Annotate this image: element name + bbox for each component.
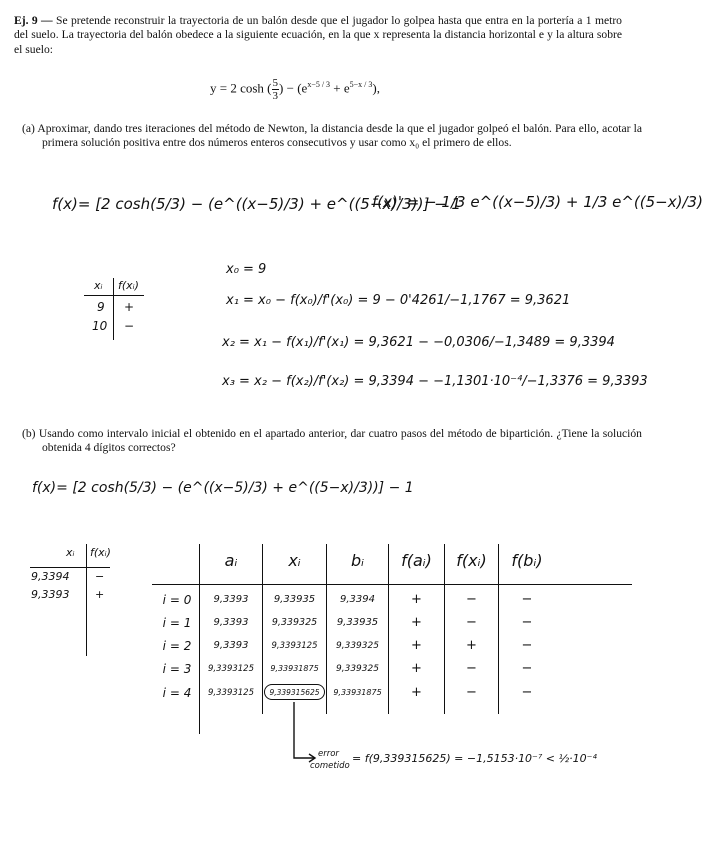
bisection-header-b: bᵢ xyxy=(350,551,364,570)
sign-table-a-hline xyxy=(84,295,144,296)
bisection-row0-fx: − xyxy=(466,592,477,607)
bisection-row2-x: 9,3393125 xyxy=(271,641,318,651)
bisection-row3-a: 9,3393125 xyxy=(208,664,254,674)
bisection-row4-b: 9,33931875 xyxy=(333,688,382,697)
sign-table-a-col-f: f(xᵢ) xyxy=(118,279,139,292)
bisection-header-a: aᵢ xyxy=(224,551,238,570)
bisection-header-line xyxy=(152,584,632,585)
newton-x1: x₁ = x₀ − f(x₀)/f'(x₀) = 9 − 0'4261/−1,1767 = 9,3621 xyxy=(226,293,571,308)
sign-table-a-row1-x: 10 xyxy=(92,319,108,333)
eq-exp1: x−5 / 3 xyxy=(307,80,331,90)
bisection-row1-fb: − xyxy=(521,615,533,630)
bisection-row0-b: 9,3394 xyxy=(340,594,375,605)
eq-minus: − xyxy=(286,80,294,96)
bisection-row2-fx: + xyxy=(466,638,477,653)
part-b-text: Usando como intervalo inicial el obtenido en el apartado anterior, dar cuatro pasos del método de bipartición. ¿Tiene la solución obtenida 4 dígitos correctos? xyxy=(38,427,642,455)
bisection-header-fa: f(aᵢ) xyxy=(401,551,432,570)
bisection-row1-fa: + xyxy=(411,615,422,630)
bisection-header-fx: f(xᵢ) xyxy=(456,551,487,570)
part-a xyxy=(22,122,642,151)
bisection-vline-0 xyxy=(199,544,200,734)
part-b xyxy=(22,427,642,456)
error-label-2: cometido xyxy=(310,761,350,771)
eq-plus: + xyxy=(333,80,341,96)
bisection-row0-x: 9,33935 xyxy=(273,594,316,605)
exercise-statement xyxy=(14,14,622,57)
bisection-row0-i: i = 0 xyxy=(162,593,192,607)
bisection-row4-x-circled: 9,339315625 xyxy=(264,684,325,700)
eq-fraction xyxy=(272,77,280,102)
eq-frac-den: 3 xyxy=(272,90,279,102)
bisection-row3-fx: − xyxy=(466,661,477,676)
sign-table-b-row0-f: − xyxy=(95,570,105,583)
bisection-row4-fa: + xyxy=(411,685,422,700)
bisection-row0-fb: − xyxy=(521,592,533,607)
eq-lhs: y = 2 cosh xyxy=(210,80,264,96)
sign-table-b-col-x: xᵢ xyxy=(66,546,75,559)
bisection-header-x: xᵢ xyxy=(288,551,301,570)
sign-table-b-vline xyxy=(86,544,87,656)
newton-x0: x₀ = 9 xyxy=(226,262,267,277)
bisection-row1-b: 9,33935 xyxy=(336,617,379,628)
bisection-row3-x: 9,33931875 xyxy=(270,664,319,673)
exercise-label: Ej. 9 — xyxy=(14,14,53,27)
bisection-row0-a: 9,3393 xyxy=(213,594,249,605)
part-a-label: (a) xyxy=(22,122,35,135)
eq-tail: , xyxy=(376,80,380,96)
hw-fprime-definition: f(x)' = − 1/3 e^((x−5)/3) + 1/3 e^((5−x)/3) xyxy=(372,193,703,211)
bisection-row2-fa: + xyxy=(411,638,422,653)
part-b-label: (b) xyxy=(22,427,36,440)
eq-exp2: 5−x / 3 xyxy=(349,80,373,90)
bisection-row3-fa: + xyxy=(411,661,422,676)
error-label-1: error xyxy=(318,749,339,759)
bisection-row1-fx: − xyxy=(466,615,477,630)
hw-f-definition-b: f(x)= [2 cosh(5/3) − (e^((x−5)/3) + e^((5−x)/3))] − 1 xyxy=(32,480,414,496)
bisection-row1-i: i = 1 xyxy=(162,616,192,630)
error-arrow xyxy=(280,700,320,770)
bisection-row1-a: 9,3393 xyxy=(213,617,249,628)
sign-table-b-hline xyxy=(30,567,110,568)
bisection-row2-fb: − xyxy=(521,638,533,653)
bisection-row4-fb: − xyxy=(521,685,533,700)
bisection-row2-b: 9,339325 xyxy=(336,641,379,651)
bisection-row3-b: 9,339325 xyxy=(336,664,379,674)
bisection-row2-a: 9,3393 xyxy=(213,640,249,651)
trajectory-equation: y = 2 cosh ( $\frac{5}{3}$ ) − $(e^{x-5 / 3} + e^{5-x / 3})$, xyxy=(210,77,380,102)
newton-x2: x₂ = x₁ − f(x₁)/f'(x₁) = 9,3621 − −0,0306/−1,3489 = 9,3394 xyxy=(222,335,615,350)
bisection-row4-a: 9,3393125 xyxy=(208,688,254,698)
sign-table-a-vline xyxy=(113,278,114,340)
hw-f-definition-a: f(x)= [2 cosh(5/3) − (e^((x−5)/3) + e^((5−x)/3))] − 1 xyxy=(52,195,461,213)
part-a-text: Aproximar, dando tres iteraciones del método de Newton, la distancia desde la que el jugador golpeó el balón. Para ello, acotar la primera solución positiva entre dos números enteros consecutivos y usar como x₀ el primero de ellos. xyxy=(37,122,642,150)
exercise-text: Se pretende reconstruir la trayectoria de un balón desde que el jugador lo golpea hasta que entra en la portería a 1 metro del suelo. La trayectoria del balón obedece a la siguiente ecuación, en la que x representa la distancia horizontal e y la altura sobre el suelo: xyxy=(14,14,622,56)
sign-table-a-row1-f: − xyxy=(124,319,135,333)
bisection-row3-i: i = 3 xyxy=(162,662,192,676)
sign-table-b-row1-x: 9,3393 xyxy=(31,588,70,601)
bisection-row4-fx: − xyxy=(466,685,477,700)
bisection-row3-fb: − xyxy=(521,661,533,676)
bisection-row0-fa: + xyxy=(411,592,422,607)
eq-frac-num: 5 xyxy=(272,77,279,89)
sign-table-a-row0-x: 9 xyxy=(97,300,105,314)
newton-x3: x₃ = x₂ − f(x₂)/f'(x₂) = 9,3394 − −1,1301·10⁻⁴/−1,3376 = 9,3393 xyxy=(222,374,648,389)
sign-table-a-col-x: xᵢ xyxy=(94,279,103,292)
bisection-row2-i: i = 2 xyxy=(162,639,192,653)
sign-table-b-row0-x: 9,3394 xyxy=(31,570,70,583)
bisection-row1-x: 9,339325 xyxy=(271,617,318,628)
sign-table-b-col-f: f(xᵢ) xyxy=(90,546,111,559)
error-expression: = f(9,339315625) = −1,5153·10⁻⁷ < ½·10⁻⁴ xyxy=(352,752,597,765)
sign-table-b-row1-f: + xyxy=(95,588,105,601)
sign-table-a-row0-f: + xyxy=(124,300,135,314)
bisection-header-fb: f(bᵢ) xyxy=(511,551,543,570)
bisection-row4-i: i = 4 xyxy=(162,686,192,700)
